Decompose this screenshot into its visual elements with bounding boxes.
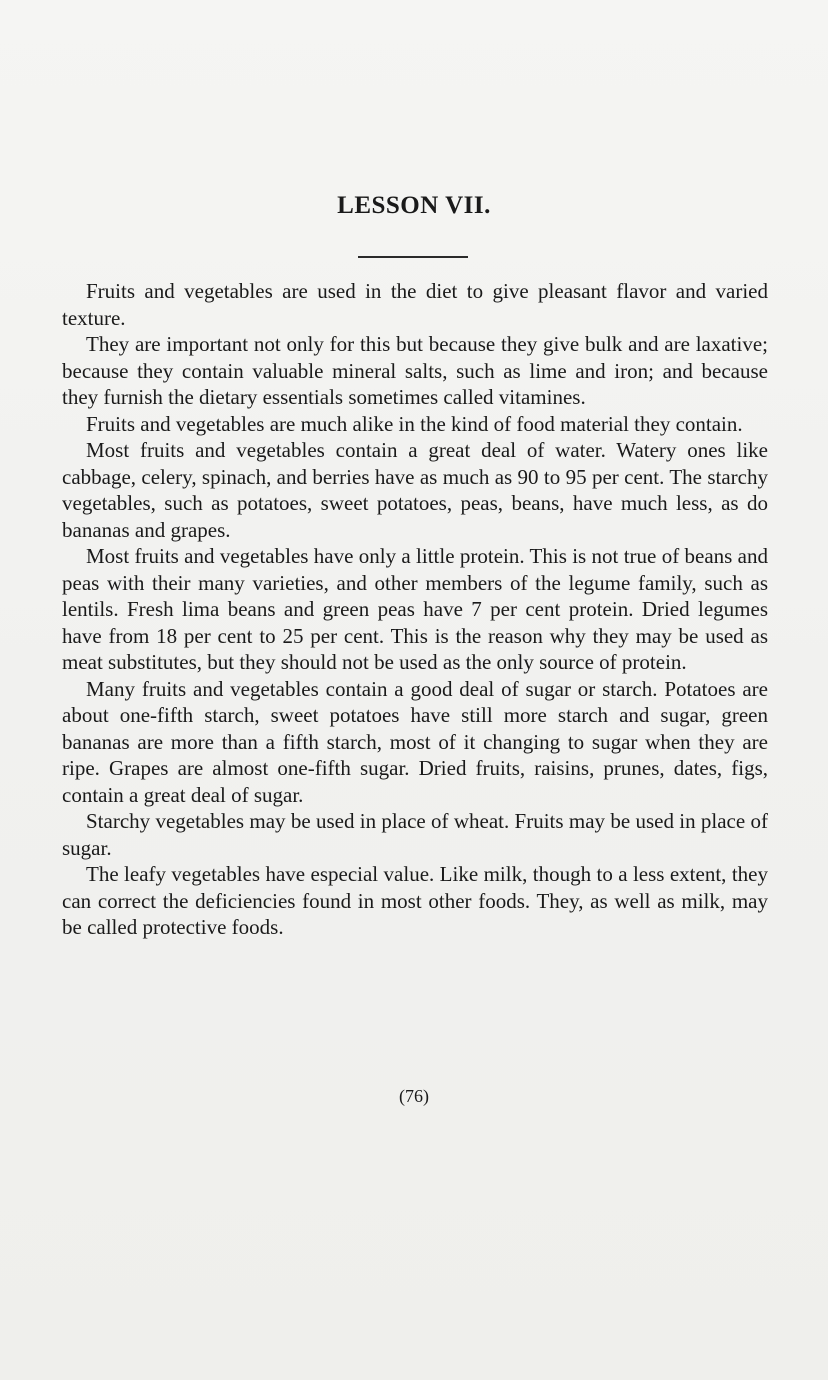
- paragraph-8: The leafy vegetables have especial value. Like milk, though to a less extent, they can correct the deficiencies found in most other foods. They, as well as milk, may be called protective foods.: [62, 862, 768, 939]
- paragraph-3: Fruits and vegetables are much alike in the kind of food material they contain.: [86, 411, 743, 436]
- paragraph-2: They are important not only for this but because they give bulk and are laxative; because they contain valuable mineral salts, such as lime and iron; and because they furnish the dietary essentials sometimes called vitamines.: [62, 332, 768, 409]
- paragraph-1: Fruits and vegetables are used in the diet to give pleasant flavor and varied texture.: [62, 279, 768, 330]
- lesson-title: LESSON VII.: [337, 192, 491, 219]
- paragraph-4: Most fruits and vegetables contain a great deal of water. Watery ones like cabbage, celery, spinach, and berries have as much as 90 to 95 per cent. The starchy vegetables, such as potatoes, sweet potatoes, peas, beans, have much less, as do bananas and grapes.: [62, 438, 768, 542]
- lesson-body: [62, 278, 768, 941]
- page-number: (76): [399, 1086, 429, 1106]
- paragraph-5: Most fruits and vegetables have only a little protein. This is not true of beans and peas with their many varieties, and other members of the legume family, such as lentils. Fresh lima beans and green peas have 7 per cent protein. Dried legumes have from 18 per cent to 25 per cent. This is the reason why they may be used as meat substitutes, but they should not be used as the only source of protein.: [62, 544, 768, 674]
- title-divider: [358, 256, 468, 258]
- paragraph-7: Starchy vegetables may be used in place of wheat. Fruits may be used in place of sugar.: [62, 809, 768, 860]
- paragraph-6: Many fruits and vegetables contain a good deal of sugar or starch. Potatoes are about one-fifth starch, sweet potatoes have still more starch and sugar, green bananas are more than a fifth starch, most of it changing to sugar when they are ripe. Grapes are almost one-fifth sugar. Dried fruits, raisins, prunes, dates, figs, contain a great deal of sugar.: [62, 676, 768, 807]
